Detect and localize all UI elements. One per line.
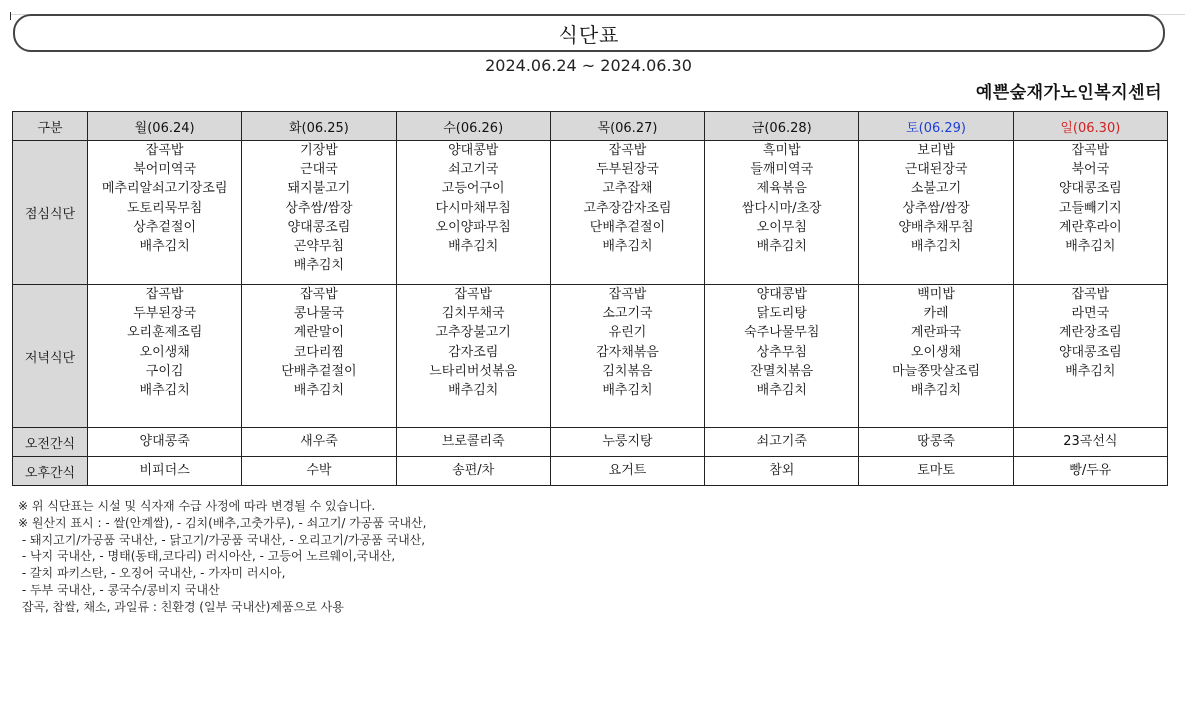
menu-item: 닭도리탕 (756, 306, 807, 322)
menu-item: 잔멸치볶음 (750, 363, 814, 379)
menu-cell-thu (550, 141, 704, 285)
row-label: 오후간식 (13, 457, 88, 486)
note-line: - 두부 국내산, - 콩국수/콩비지 국내산 (18, 582, 220, 597)
menu-item: 김치볶음 (602, 363, 653, 379)
note-line: 잡곡, 찹쌀, 채소, 과일류 : 친환경 (일부 국내산)제품으로 사용 (18, 599, 344, 614)
page-title: 식단표 (558, 22, 620, 47)
menu-item: 구이김 (145, 363, 184, 379)
menu-item: 배추김치 (602, 383, 653, 399)
menu-item: 배추김치 (139, 239, 190, 255)
menu-item: 쌈다시마/초장 (741, 200, 822, 216)
menu-item: 잡곡밥 (608, 143, 647, 158)
menu-item: 두부된장국 (133, 306, 197, 322)
menu-item: 23곡선식 (1063, 434, 1118, 450)
menu-item: 상추쌈/쌈장 (285, 200, 353, 216)
menu-item: 계란장조림 (1058, 325, 1122, 341)
menu-item: 양대콩조림 (287, 219, 351, 235)
note-line: - 낙지 국내산, - 명태(동태,코다리) 러시아산, - 고등어 노르웨이,국내산, (18, 549, 396, 564)
menu-item: 양대콩조림 (1058, 181, 1122, 197)
menu-cell-thu (550, 285, 704, 428)
menu-item: 쇠고기죽 (756, 434, 807, 450)
menu-item: 잡곡밥 (145, 287, 184, 302)
menu-item: 배추김치 (602, 239, 653, 255)
menu-item: 계란파국 (910, 325, 962, 341)
menu-item: 느타리버섯볶음 (429, 363, 518, 379)
row-label: 저녁식단 (13, 285, 88, 428)
menu-item: 고추장불고기 (435, 325, 511, 341)
menu-item: 오리훈제조림 (126, 325, 203, 341)
menu-item: 배추김치 (448, 239, 499, 255)
menu-item: 두부된장국 (596, 162, 659, 178)
menu-item: 감자조림 (448, 344, 499, 360)
menu-item: 브로콜리죽 (441, 434, 505, 450)
menu-item: 보리밥 (917, 143, 955, 158)
notes-section (18, 498, 426, 616)
menu-cell-mon (88, 457, 242, 486)
menu-item: 양대콩죽 (139, 434, 190, 450)
day-header-mon: 월(06.24) (88, 112, 242, 141)
menu-item: 코다리찜 (293, 344, 345, 360)
menu-cell-tue (242, 428, 396, 457)
menu-item: 카레 (923, 306, 949, 322)
menu-item: 배추김치 (448, 383, 499, 399)
text-cursor (10, 12, 11, 20)
menu-cell-sat (859, 141, 1013, 285)
menu-item: 근대국 (300, 162, 338, 178)
menu-item: 단배추겉절이 (281, 363, 357, 379)
menu-item: 오이무침 (756, 219, 807, 235)
menu-cell-fri (705, 141, 859, 285)
menu-item: 쇠고기국 (448, 162, 499, 178)
menu-item: 배추김치 (1065, 363, 1116, 379)
menu-item: 오이생채 (139, 344, 190, 360)
menu-item: 잡곡밥 (608, 287, 647, 302)
menu-item: 배추김치 (756, 239, 807, 255)
menu-item: 돼지불고기 (287, 181, 351, 197)
menu-item: 비피더스 (139, 463, 190, 479)
menu-item: 감자채볶음 (596, 344, 659, 360)
menu-item: 제육볶음 (756, 181, 807, 197)
weekly-menu-table (12, 111, 1168, 486)
menu-cell-sat (859, 285, 1013, 428)
menu-cell-mon (88, 428, 242, 457)
menu-cell-sun (1013, 285, 1167, 428)
menu-item: 소고기국 (602, 306, 653, 322)
menu-cell-tue (242, 285, 396, 428)
menu-period: 2024.06.24 ~ 2024.06.30 (485, 56, 692, 75)
menu-item: 숙주나물무침 (744, 325, 820, 341)
menu-item: 메추리알쇠고기장조림 (101, 181, 228, 197)
menu-cell-mon (88, 141, 242, 285)
menu-cell-fri (705, 285, 859, 428)
day-header-thu: 목(06.27) (550, 112, 704, 141)
menu-item: 토마토 (917, 463, 955, 479)
menu-item: 배추김치 (293, 383, 345, 399)
menu-item: 양대콩밥 (756, 287, 807, 302)
note-line: ※ 원산지 표시 : - 쌀(안계쌀), - 김치(배추,고춧가루), - 쇠고기/ 가공품 국내산, (18, 515, 427, 530)
menu-item: 빵/두유 (1069, 463, 1112, 479)
menu-item: 상추무침 (756, 344, 807, 360)
menu-item: 흑미밥 (762, 143, 801, 158)
menu-item: 곤약무침 (293, 239, 345, 255)
menu-item: 고추장감자조림 (583, 200, 672, 216)
day-header-sat: 토(06.29) (859, 112, 1013, 141)
menu-cell-sun (1013, 428, 1167, 457)
menu-item: 소불고기 (910, 181, 962, 197)
menu-cell-wed (396, 457, 550, 486)
menu-item: 양배추채무침 (898, 219, 974, 235)
menu-cell-wed (396, 285, 550, 428)
menu-item: 고들빼기지 (1058, 200, 1122, 216)
menu-cell-sat (859, 428, 1013, 457)
menu-item: 고추잡채 (602, 181, 653, 197)
menu-item: 계란후라이 (1058, 219, 1122, 235)
menu-item: 땅콩죽 (917, 434, 955, 450)
menu-item: 기장밥 (300, 143, 338, 158)
menu-item: 배추김치 (910, 383, 962, 399)
menu-item: 근대된장국 (904, 162, 968, 178)
menu-item: 잡곡밥 (300, 287, 338, 302)
menu-item: 배추김치 (910, 239, 962, 255)
menu-item: 다시마채무침 (435, 200, 511, 216)
menu-item: 양대콩밥 (448, 143, 499, 158)
row-label: 점심식단 (13, 141, 88, 285)
header-corner: 구분 (13, 112, 88, 141)
menu-cell-fri (705, 457, 859, 486)
menu-item: 요거트 (608, 463, 647, 479)
lunch-row (13, 141, 1168, 285)
day-header-tue: 화(06.25) (242, 112, 396, 141)
menu-item: 들깨미역국 (750, 162, 814, 178)
menu-item: 배추김치 (139, 383, 190, 399)
afternoon-snack-row (13, 457, 1168, 486)
menu-item: 누룽지탕 (602, 434, 653, 450)
menu-cell-tue (242, 457, 396, 486)
menu-item: 배추김치 (756, 383, 807, 399)
menu-item: 계란말이 (293, 325, 345, 341)
note-line: - 돼지고기/가공품 국내산, - 닭고기/가공품 국내산, - 오리고기/가공품 국내산, (18, 532, 426, 547)
menu-cell-tue (242, 141, 396, 285)
menu-cell-sun (1013, 457, 1167, 486)
menu-item: 김치무채국 (441, 306, 505, 322)
menu-item: 백미밥 (917, 287, 955, 302)
menu-item: 도토리묵무침 (126, 200, 203, 216)
menu-cell-thu (550, 428, 704, 457)
menu-item: 수박 (306, 463, 332, 479)
menu-item: 잡곡밥 (1071, 143, 1110, 158)
header-row (13, 112, 1168, 141)
menu-item: 북어미역국 (133, 162, 197, 178)
menu-item: 잡곡밥 (454, 287, 493, 302)
menu-item: 마늘쫑맛살조림 (892, 363, 980, 379)
day-header-fri: 금(06.28) (705, 112, 859, 141)
menu-item: 상추겉절이 (133, 219, 197, 235)
menu-item: 송편/차 (452, 463, 495, 479)
menu-item: 단배추겉절이 (589, 219, 666, 235)
menu-item: 배추김치 (1065, 239, 1116, 255)
title-box (13, 14, 1165, 52)
menu-cell-thu (550, 457, 704, 486)
dinner-row (13, 285, 1168, 428)
note-line: ※ 위 식단표는 시설 및 식자재 수급 사정에 따라 변경될 수 있습니다. (18, 499, 376, 513)
menu-item: 고등어구이 (441, 181, 505, 197)
row-label: 오전간식 (13, 428, 88, 457)
menu-cell-wed (396, 428, 550, 457)
menu-item: 오이양파무침 (435, 219, 511, 235)
menu-item: 라면국 (1071, 306, 1110, 322)
menu-item: 유린기 (608, 325, 647, 341)
note-line: - 갈치 파키스탄, - 오징어 국내산, - 가자미 러시아, (18, 566, 286, 581)
menu-item: 북어국 (1071, 162, 1110, 178)
day-header-sun: 일(06.30) (1013, 112, 1167, 141)
menu-item: 잡곡밥 (1071, 287, 1110, 302)
menu-item: 새우죽 (300, 434, 338, 450)
menu-cell-sat (859, 457, 1013, 486)
menu-cell-sun (1013, 141, 1167, 285)
menu-item: 양대콩조림 (1058, 344, 1122, 360)
menu-item: 잡곡밥 (145, 143, 184, 158)
organization-name: 예쁜숲재가노인복지센터 (975, 83, 1162, 103)
menu-item: 상추쌈/쌈장 (902, 200, 970, 216)
menu-item: 콩나물국 (293, 306, 345, 322)
menu-cell-fri (705, 428, 859, 457)
menu-item: 배추김치 (293, 258, 345, 274)
menu-item: 참외 (769, 463, 795, 479)
day-header-wed: 수(06.26) (396, 112, 550, 141)
menu-cell-mon (88, 285, 242, 428)
menu-item: 오이생채 (910, 344, 962, 360)
morning-snack-row (13, 428, 1168, 457)
menu-cell-wed (396, 141, 550, 285)
